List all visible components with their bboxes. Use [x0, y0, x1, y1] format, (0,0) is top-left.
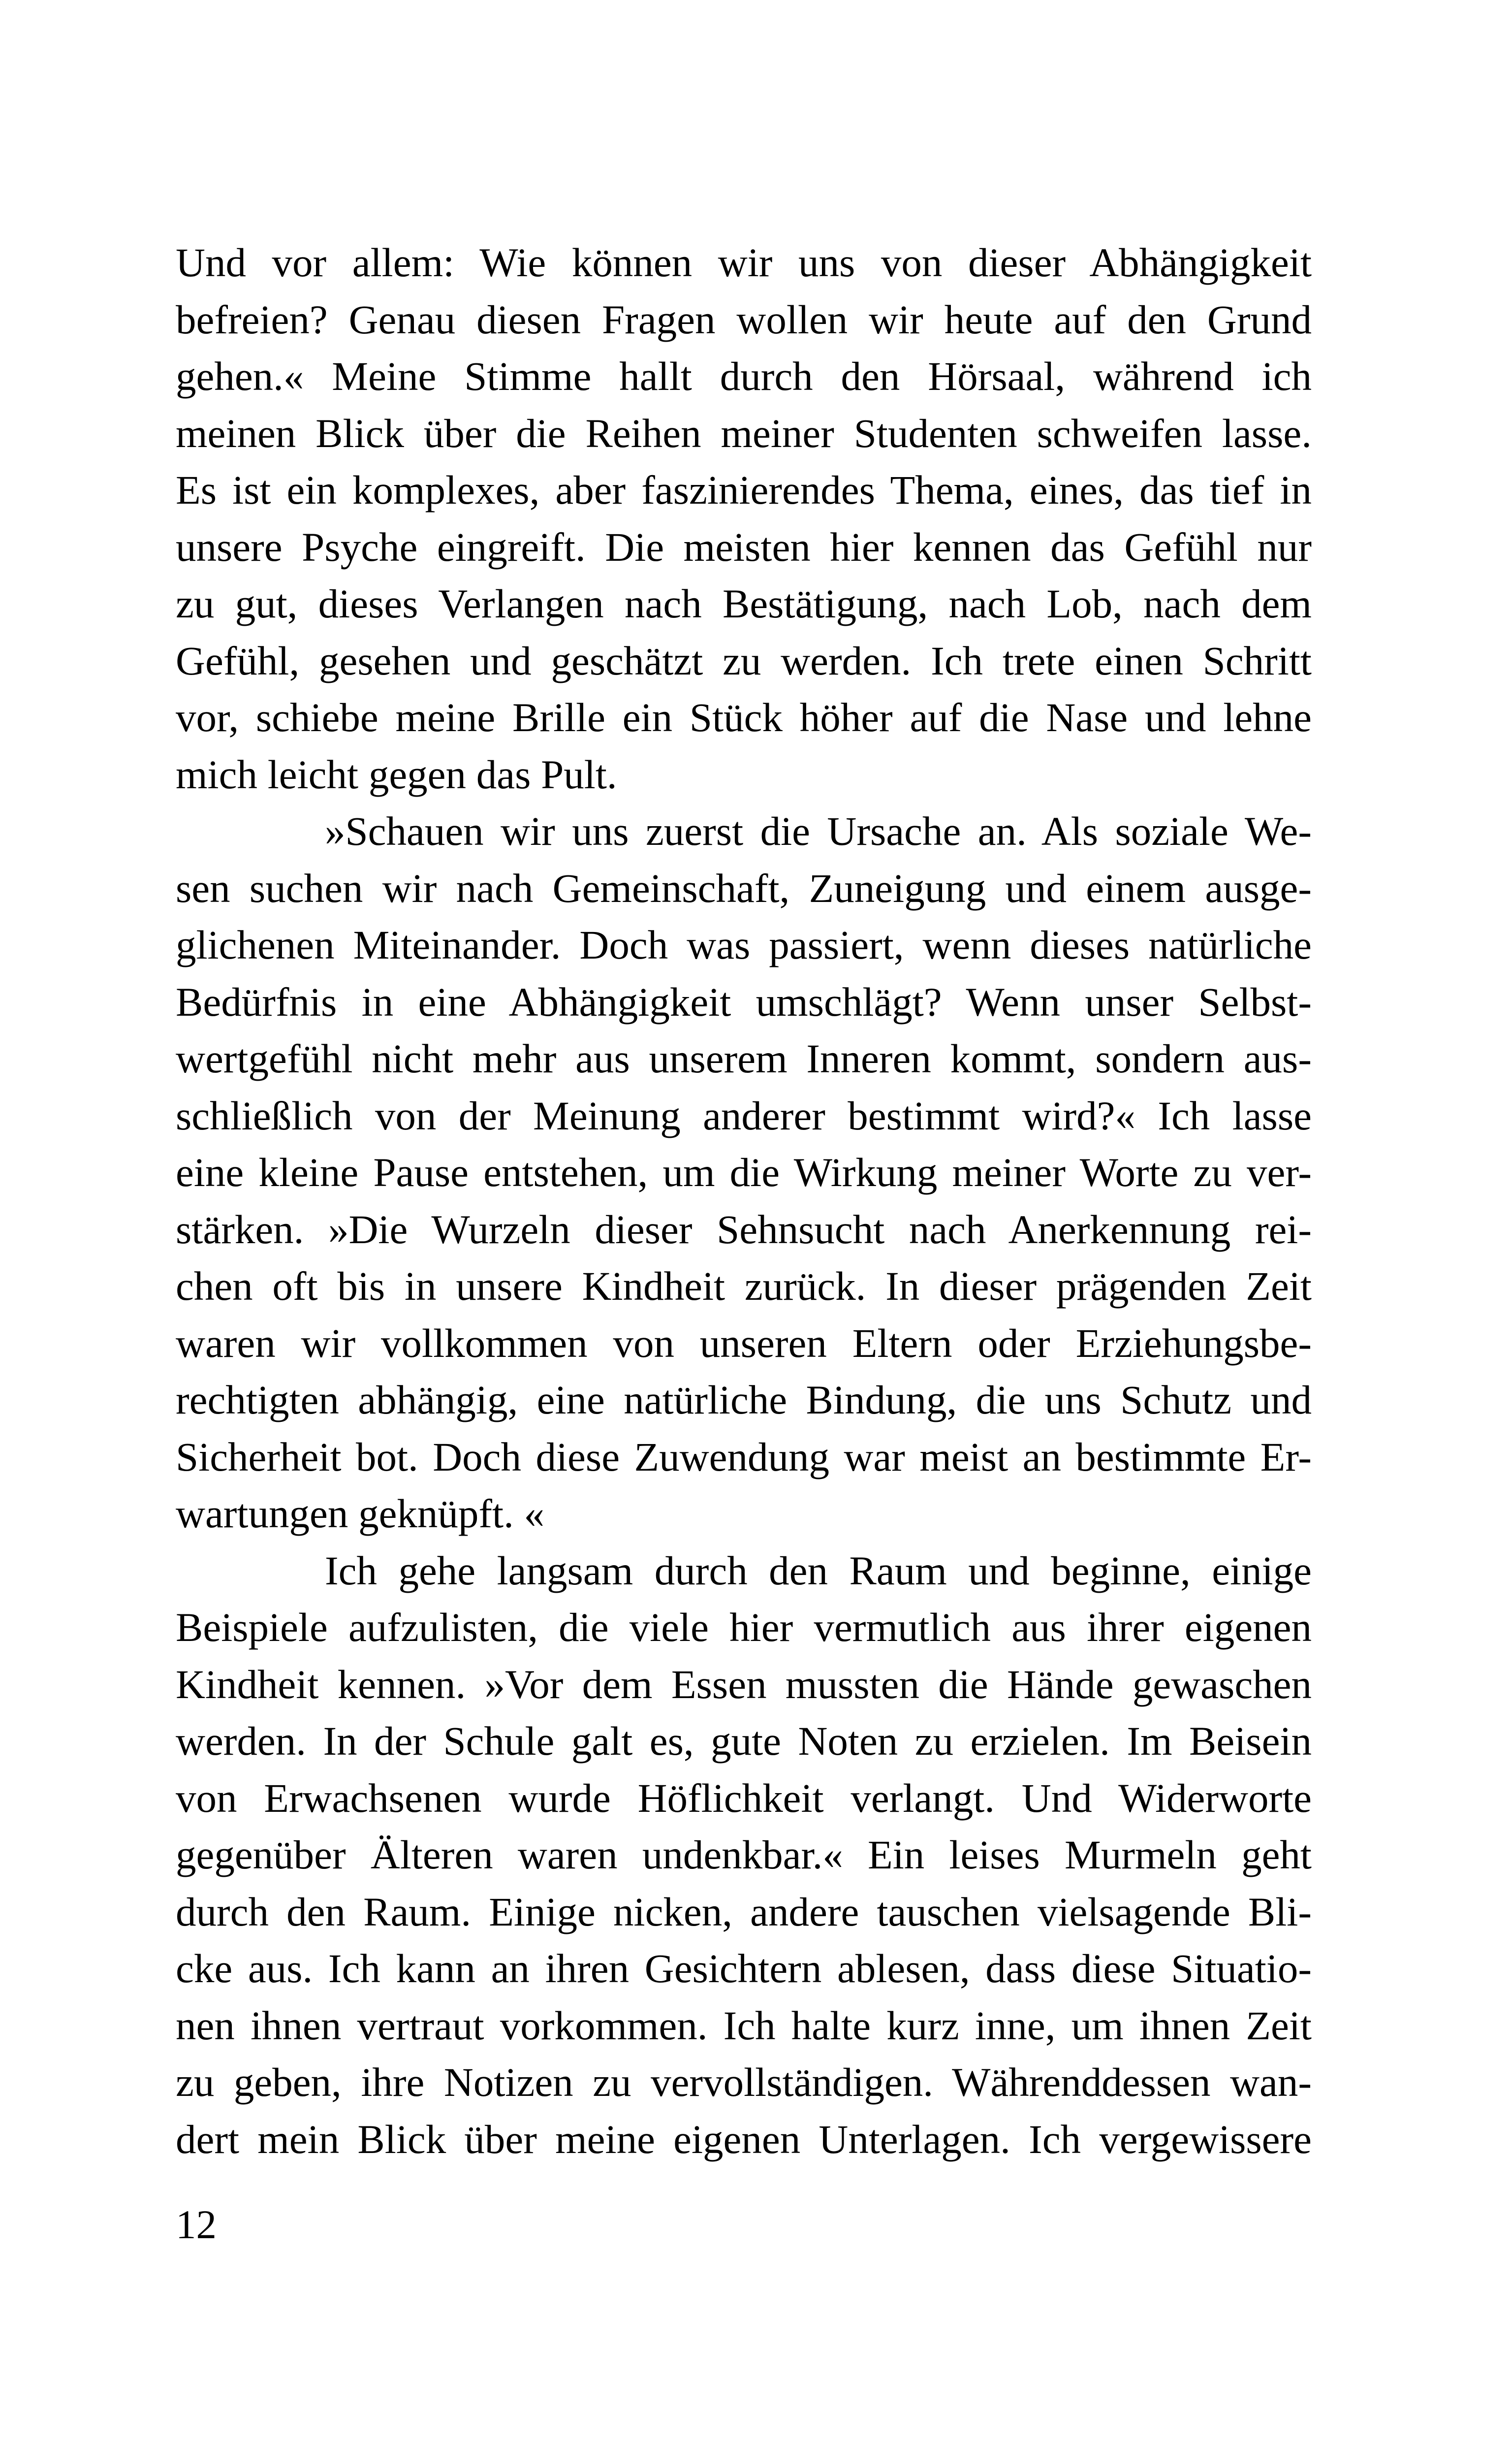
text-line: meinen Blick über die Reihen meiner Studenten schweifen lasse.	[176, 410, 1312, 456]
text-line: von Erwachsenen wurde Höflichkeit verlangt. Und Widerworte	[176, 1775, 1312, 1821]
text-line: schließlich von der Meinung anderer bestimmt wird?« Ich lasse	[176, 1093, 1312, 1138]
text-line: vor, schiebe meine Brille ein Stück höher auf die Nase und lehne	[176, 695, 1312, 740]
paragraph	[176, 803, 1312, 1543]
text-line: Kindheit kennen. »Vor dem Essen mussten die Hände gewaschen	[176, 1661, 1312, 1707]
text-line: unsere Psyche eingreift. Die meisten hier kennen das Gefühl nur	[176, 524, 1312, 570]
text-line: durch den Raum. Einige nicken, andere tauschen vielsagende Bli-	[176, 1889, 1312, 1934]
text-line: dert mein Blick über meine eigenen Unterlagen. Ich vergewissere	[176, 2116, 1312, 2162]
text-line: Und vor allem: Wie können wir uns von dieser Abhängigkeit	[176, 240, 1312, 285]
text-line: Ich gehe langsam durch den Raum und beginne, einige	[325, 1547, 1312, 1593]
text-line: waren wir vollkommen von unseren Eltern oder Erziehungsbe-	[176, 1320, 1312, 1366]
text-line: zu geben, ihre Notizen zu vervollständigen. Währenddessen wan-	[176, 2059, 1312, 2105]
paragraph	[176, 1543, 1312, 2168]
text-line: Bedürfnis in eine Abhängigkeit umschlägt? Wenn unser Selbst-	[176, 979, 1312, 1025]
text-line: wertgefühl nicht mehr aus unserem Inneren kommt, sondern aus-	[176, 1036, 1312, 1081]
text-line: werden. In der Schule galt es, gute Noten zu erzielen. Im Beisein	[176, 1718, 1312, 1764]
text-line: eine kleine Pause entstehen, um die Wirkung meiner Worte zu ver-	[176, 1150, 1312, 1195]
paragraph	[176, 234, 1312, 803]
text-line: cke aus. Ich kann an ihren Gesichtern ablesen, dass diese Situatio-	[176, 1946, 1312, 1991]
text-line: gehen.« Meine Stimme hallt durch den Hörsaal, während ich	[176, 354, 1312, 399]
text-line: gegenüber Älteren waren undenkbar.« Ein leises Murmeln geht	[176, 1832, 1312, 1877]
text-line: Beispiele aufzulisten, die viele hier vermutlich aus ihrer eigenen	[176, 1605, 1312, 1650]
text-line: nen ihnen vertraut vorkommen. Ich halte kurz inne, um ihnen Zeit	[176, 2002, 1312, 2048]
text-line: rechtigten abhängig, eine natürliche Bindung, die uns Schutz und	[176, 1377, 1312, 1422]
text-line: zu gut, dieses Verlangen nach Bestätigung, nach Lob, nach dem	[176, 581, 1312, 626]
page-number: 12	[176, 2202, 217, 2247]
text-line: befreien? Genau diesen Fragen wollen wir heute auf den Grund	[176, 296, 1312, 342]
text-line: chen oft bis in unsere Kindheit zurück. In dieser prägenden Zeit	[176, 1263, 1312, 1309]
text-line: Gefühl, gesehen und geschätzt zu werden. Ich trete einen Schritt	[176, 638, 1312, 683]
text-line: glichenen Miteinander. Doch was passiert, wenn dieses natürliche	[176, 922, 1312, 967]
text-line: stärken. »Die Wurzeln dieser Sehnsucht nach Anerkennung rei-	[176, 1206, 1312, 1252]
text-line: mich leicht gegen das Pult.	[176, 751, 617, 797]
text-line: Es ist ein komplexes, aber faszinierendes Thema, eines, das tief in	[176, 467, 1312, 513]
text-line: Sicherheit bot. Doch diese Zuwendung war meist an bestimmte Er-	[176, 1434, 1312, 1479]
body-text	[176, 234, 1312, 2168]
text-line: sen suchen wir nach Gemeinschaft, Zuneigung und einem ausge-	[176, 865, 1312, 911]
text-line: »Schauen wir uns zuerst die Ursache an. Als soziale We-	[325, 808, 1312, 854]
text-line: wartungen geknüpft. «	[176, 1491, 545, 1536]
